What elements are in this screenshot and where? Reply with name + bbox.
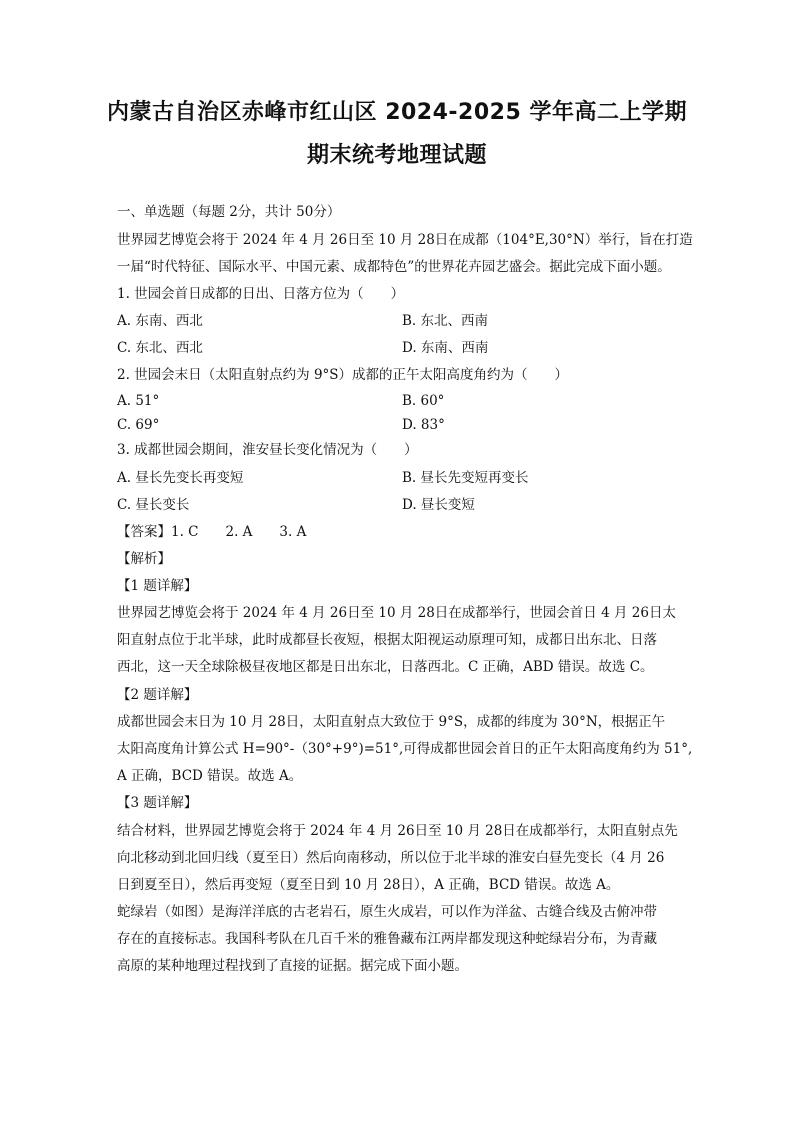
document-title-line2: 期末统考地理试题 — [306, 143, 487, 168]
detail-3-heading: 【3 题详解】 — [117, 795, 198, 811]
question-1-stem: 1. 世园会首日成都的日出、日落方位为（ ） — [117, 286, 405, 302]
section-heading: 一、单选题（每题 2分，共计 50分） — [117, 204, 341, 220]
intro1-line: 世界园艺博览会将于 2024 年 4 月 26日至 10 月 28日在成都（104°E,30°N）举行，旨在打造 — [117, 232, 693, 248]
question-3-option-b: B. 昼长先变短再变长 — [402, 470, 529, 486]
document-title-line1: 内蒙古自治区赤峰市红山区 2024-2025 学年高二上学期 — [107, 100, 687, 125]
intro2-line: 蛇绿岩（如图）是海洋洋底的古老岩石，原生火成岩，可以作为洋盆、古缝合线及古俯冲带 — [117, 904, 657, 920]
intro2-line: 高原的某种地理过程找到了直接的证据。据完成下面小题。 — [117, 958, 468, 974]
question-3-stem: 3. 成都世园会期间，淮安昼长变化情况为（ ） — [117, 442, 418, 458]
detail-1-line: 西北，这一天全球除极昼夜地区都是日出东北，日落西北。C 正确，ABD 错误。故选 C。 — [117, 659, 654, 675]
question-2-option-d: D. 83° — [402, 417, 445, 433]
detail-3-line: 日到夏至日），然后再变短（夏至日到 10 月 28日），A 正确，BCD 错误。故选 A。 — [117, 877, 620, 893]
question-3-option-a: A. 昼长先变长再变短 — [117, 470, 244, 486]
intro1-line: 一届“时代特征、国际水平、中国元素、成都特色”的世界花卉园艺盛会。据此完成下面小题。 — [117, 259, 671, 275]
detail-3-line: 向北移动到北回归线（夏至日）然后向南移动，所以位于北半球的淮安白昼先变长（4 月 26 — [117, 850, 665, 866]
detail-3-line: 结合材料，世界园艺博览会将于 2024 年 4 月 26日至 10 月 28日在成都举行，太阳直射点先 — [117, 823, 678, 839]
question-2-option-a: A. 51° — [117, 393, 160, 409]
question-2-stem: 2. 世园会末日（太阳直射点约为 9°S）成都的正午太阳高度角约为（ ） — [117, 367, 569, 383]
question-1-option-a: A. 东南、西北 — [117, 313, 203, 329]
intro2-line: 存在的直接标志。我国科考队在几百千米的雅鲁藏布江两岸都发现这种蛇绿岩分布，为青藏 — [117, 931, 657, 947]
detail-2-line: 太阳高度角计算公式 H=90°-（30°+9°)=51°,可得成都世园会首日的正午太阳高度角约为 51°, — [117, 741, 693, 757]
question-1-option-c: C. 东北、西北 — [117, 340, 203, 356]
question-1-option-d: D. 东南、西南 — [402, 340, 489, 356]
detail-2-heading: 【2 题详解】 — [117, 687, 198, 703]
question-1-option-b: B. 东北、西南 — [402, 313, 489, 329]
detail-1-line: 阳直射点位于北半球，此时成都昼长夜短，根据太阳视运动原理可知，成都日出东北、日落 — [117, 632, 657, 648]
detail-2-line: A 正确，BCD 错误。故选 A。 — [117, 768, 303, 784]
question-2-option-b: B. 60° — [402, 393, 445, 409]
detail-1-heading: 【1 题详解】 — [117, 578, 198, 594]
detail-1-line: 世界园艺博览会将于 2024 年 4 月 26日至 10 月 28日在成都举行，世园会首日 4 月 26日太 — [117, 605, 676, 621]
question-2-option-c: C. 69° — [117, 417, 160, 433]
question-3-option-c: C. 昼长变长 — [117, 497, 190, 513]
question-3-option-d: D. 昼长变短 — [402, 497, 475, 513]
answer-line: 【答案】1. C 2. A 3. A — [117, 524, 307, 540]
detail-2-line: 成都世园会末日为 10 月 28日，太阳直射点大致位于 9°S，成都的纬度为 30°N，根据正午 — [117, 714, 666, 730]
analysis-label: 【解析】 — [117, 551, 171, 567]
